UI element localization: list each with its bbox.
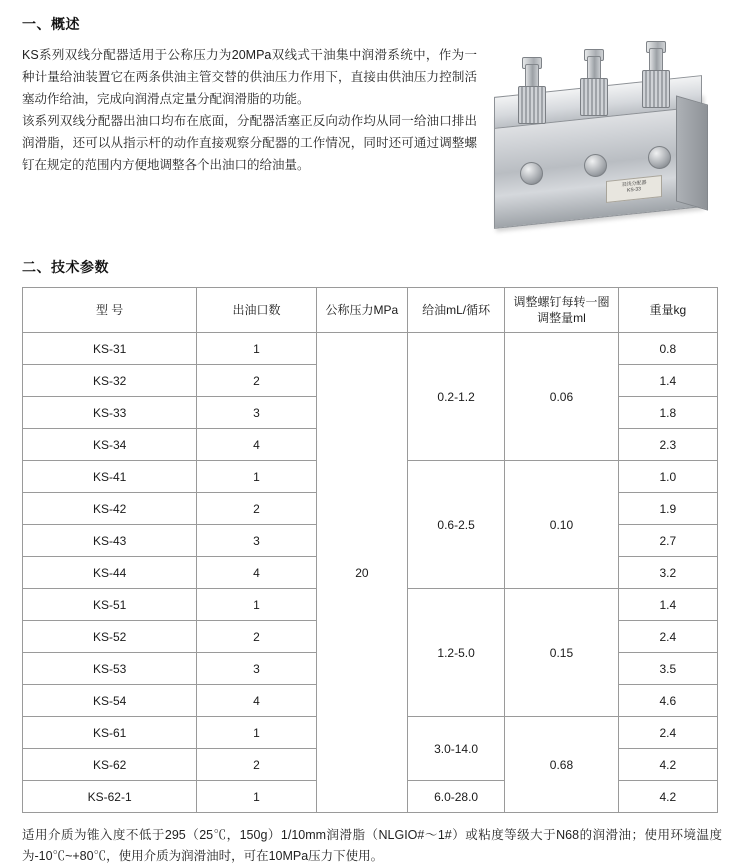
cell-screw-adjust: 0.10 bbox=[505, 461, 618, 589]
overview-paragraph-2: 该系列双线分配器出油口均布在底面，分配器活塞正反向动作均从同一给油口排出润滑脂，还可以从指示杆的动作直接观察分配器的工作情况，同时还可通过调整螺钉在规定的范围内方便地调整各个出油口的给油量。 bbox=[22, 114, 477, 172]
cell-model: KS-32 bbox=[23, 365, 197, 397]
cell-outlets: 1 bbox=[197, 589, 317, 621]
overview-section bbox=[22, 44, 724, 239]
cell-weight: 4.2 bbox=[618, 781, 717, 813]
spec-table bbox=[22, 287, 718, 813]
cell-outlets: 2 bbox=[197, 365, 317, 397]
cell-model: KS-33 bbox=[23, 397, 197, 429]
outlet-port-icon bbox=[520, 162, 543, 185]
cell-model: KS-53 bbox=[23, 653, 197, 685]
table-row bbox=[23, 333, 718, 365]
cell-model: KS-44 bbox=[23, 557, 197, 589]
overview-section-heading: 一、概述 bbox=[22, 16, 80, 32]
footnote-text: 适用介质为锥入度不低于295（25℃，150g）1/10mm润滑脂（NLGIO#～1#）或粘度等级大于N68的润滑油；使用环境温度为-10℃~+80℃，使用介质为润滑油时，可在10MPa压力下使用。 bbox=[22, 828, 722, 863]
cell-outlets: 1 bbox=[197, 333, 317, 365]
outlet-port-icon bbox=[648, 146, 671, 169]
cell-model: KS-34 bbox=[23, 429, 197, 461]
cell-screw-adjust: 0.68 bbox=[505, 717, 618, 813]
cell-outlets: 1 bbox=[197, 717, 317, 749]
cell-weight: 1.4 bbox=[618, 365, 717, 397]
valve-barrel-icon bbox=[580, 78, 608, 116]
cell-pressure: 20 bbox=[316, 333, 407, 813]
cell-model: KS-43 bbox=[23, 525, 197, 557]
product-photo bbox=[480, 50, 718, 235]
cell-model: KS-54 bbox=[23, 685, 197, 717]
column-header-screw-adjust: 调整螺钉每转一圈调整量ml bbox=[505, 288, 618, 333]
cell-model: KS-62-1 bbox=[23, 781, 197, 813]
overview-text bbox=[22, 44, 477, 176]
cell-model: KS-41 bbox=[23, 461, 197, 493]
spec-section-heading: 二、技术参数 bbox=[22, 259, 109, 275]
overview-paragraph-1: KS系列双线分配器适用于公称压力为20MPa双线式干油集中润滑系统中，作为一种计量给油装置它在两条供油主管交替的供油压力作用下，直接由供油压力控制活塞动作给油，完成向润滑点定量分配润滑脂的功能。 bbox=[22, 48, 477, 106]
column-header-weight: 重量kg bbox=[618, 288, 717, 333]
cell-weight: 3.2 bbox=[618, 557, 717, 589]
cell-model: KS-42 bbox=[23, 493, 197, 525]
cell-weight: 1.4 bbox=[618, 589, 717, 621]
cell-supply: 6.0-28.0 bbox=[407, 781, 504, 813]
cell-supply: 0.6-2.5 bbox=[407, 461, 504, 589]
cell-outlets: 3 bbox=[197, 653, 317, 685]
distributor-side-face bbox=[676, 95, 708, 210]
cell-outlets: 4 bbox=[197, 557, 317, 589]
cell-weight: 3.5 bbox=[618, 653, 717, 685]
cell-supply: 1.2-5.0 bbox=[407, 589, 504, 717]
cell-model: KS-61 bbox=[23, 717, 197, 749]
cell-outlets: 1 bbox=[197, 461, 317, 493]
cell-weight: 2.4 bbox=[618, 717, 717, 749]
cell-screw-adjust: 0.15 bbox=[505, 589, 618, 717]
cell-outlets: 2 bbox=[197, 621, 317, 653]
cell-outlets: 2 bbox=[197, 749, 317, 781]
cell-outlets: 3 bbox=[197, 525, 317, 557]
cell-outlets: 3 bbox=[197, 397, 317, 429]
spec-table-head bbox=[23, 288, 718, 333]
table-header-row bbox=[23, 288, 718, 333]
spec-table-body bbox=[23, 333, 718, 813]
cell-weight: 2.7 bbox=[618, 525, 717, 557]
valve-assembly bbox=[642, 48, 668, 104]
column-header-pressure: 公称压力MPa bbox=[316, 288, 407, 333]
cell-supply: 0.2-1.2 bbox=[407, 333, 504, 461]
cell-model: KS-52 bbox=[23, 621, 197, 653]
cell-outlets: 4 bbox=[197, 429, 317, 461]
cell-weight: 0.8 bbox=[618, 333, 717, 365]
cell-weight: 1.0 bbox=[618, 461, 717, 493]
product-label-line-1: 双线分配器 bbox=[621, 179, 647, 189]
valve-barrel-icon bbox=[518, 86, 546, 124]
product-label-line-2: KS-33 bbox=[627, 186, 641, 194]
outlet-port-icon bbox=[584, 154, 607, 177]
column-header-model: 型 号 bbox=[23, 288, 197, 333]
cell-model: KS-51 bbox=[23, 589, 197, 621]
cell-model: KS-31 bbox=[23, 333, 197, 365]
cell-weight: 2.4 bbox=[618, 621, 717, 653]
cell-supply: 3.0-14.0 bbox=[407, 717, 504, 781]
cell-outlets: 1 bbox=[197, 781, 317, 813]
cell-weight: 1.8 bbox=[618, 397, 717, 429]
valve-assembly bbox=[518, 64, 544, 120]
cell-model: KS-62 bbox=[23, 749, 197, 781]
cell-outlets: 2 bbox=[197, 493, 317, 525]
column-header-supply: 给油mL/循环 bbox=[407, 288, 504, 333]
cell-weight: 4.6 bbox=[618, 685, 717, 717]
cell-weight: 4.2 bbox=[618, 749, 717, 781]
valve-assembly bbox=[580, 56, 606, 112]
spec-section bbox=[22, 257, 724, 813]
column-header-outlets: 出油口数 bbox=[197, 288, 317, 333]
cell-screw-adjust: 0.06 bbox=[505, 333, 618, 461]
cell-outlets: 4 bbox=[197, 685, 317, 717]
valve-barrel-icon bbox=[642, 70, 670, 108]
cell-weight: 2.3 bbox=[618, 429, 717, 461]
cell-weight: 1.9 bbox=[618, 493, 717, 525]
